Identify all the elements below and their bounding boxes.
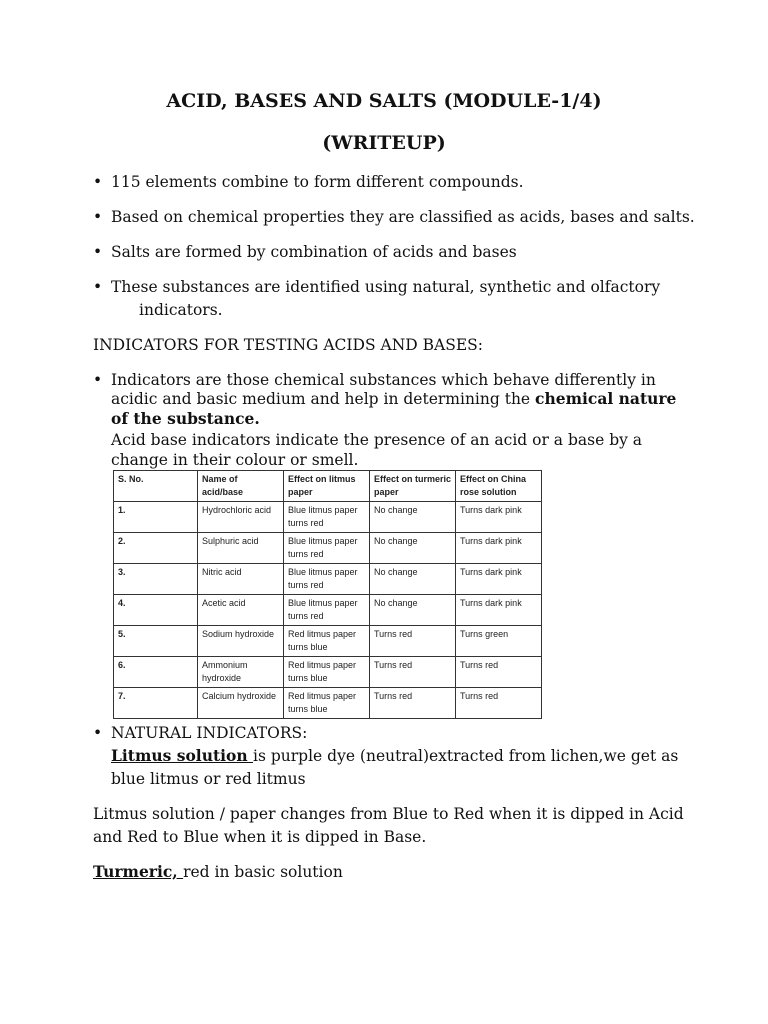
table-cell: Calcium hydroxide <box>198 688 284 719</box>
table-cell: 1. <box>114 502 198 533</box>
turmeric-label: Turmeric, <box>93 862 184 881</box>
table-cell: Turns red <box>456 657 542 688</box>
table-cell: Turns green <box>456 626 542 657</box>
bullet-line: Acid base indicators indicate the presence of an acid or a base by a <box>111 431 643 449</box>
bullet-dot: • <box>93 278 103 296</box>
bullet-text: Indicators are those chemical substances which behave differently in <box>111 371 656 389</box>
table-cell: Turns red <box>370 657 456 688</box>
paragraph-line: Litmus solution / paper changes from Blue to Red when it is dipped in Acid <box>93 805 684 823</box>
bullet-text: 115 elements combine to form different compounds. <box>111 173 524 191</box>
bullet-dot: • <box>93 173 103 191</box>
bullet-dot: • <box>93 208 103 226</box>
table-cell: No change <box>370 502 456 533</box>
litmus-line: blue litmus or red litmus <box>111 770 306 788</box>
table-cell: Turns dark pink <box>456 595 542 626</box>
table-row <box>114 502 542 533</box>
turmeric-line <box>93 861 343 883</box>
table-cell: Hydrochloric acid <box>198 502 284 533</box>
litmus-label: Litmus solution <box>111 746 254 765</box>
table-cell: Red litmus paper turns blue <box>284 626 370 657</box>
bullet-line <box>111 409 260 429</box>
table-cell: Nitric acid <box>198 564 284 595</box>
table-cell: Sulphuric acid <box>198 533 284 564</box>
table-cell: 7. <box>114 688 198 719</box>
table-cell: Ammonium hydroxide <box>198 657 284 688</box>
bold-text: of the substance. <box>111 409 260 428</box>
bullet-line: change in their colour or smell. <box>111 451 359 469</box>
table-cell: Blue litmus paper turns red <box>284 502 370 533</box>
paragraph-line: and Red to Blue when it is dipped in Base. <box>93 828 427 846</box>
table-cell: No change <box>370 595 456 626</box>
litmus-line <box>111 745 678 767</box>
indicator-table <box>113 470 542 719</box>
table-cell: No change <box>370 564 456 595</box>
table-row <box>114 533 542 564</box>
table-header-cell: S. No. <box>114 471 198 502</box>
bullet-continuation: indicators. <box>139 301 223 319</box>
table-cell: No change <box>370 533 456 564</box>
page-title: ACID, BASES AND SALTS (MODULE-1/4) <box>166 90 602 112</box>
bullet-dot: • <box>93 724 103 742</box>
bullet-dot: • <box>93 371 103 389</box>
text-run: acidic and basic medium and help in determining the <box>111 390 536 408</box>
table-cell: Red litmus paper turns blue <box>284 657 370 688</box>
text-run: is purple dye (neutral)extracted from lichen,we get as <box>253 747 679 765</box>
table-cell: 3. <box>114 564 198 595</box>
section-heading: INDICATORS FOR TESTING ACIDS AND BASES: <box>93 336 483 354</box>
table-header-row <box>114 471 542 502</box>
table-row <box>114 595 542 626</box>
bullet-text: Salts are formed by combination of acids and bases <box>111 243 517 261</box>
table-cell: 6. <box>114 657 198 688</box>
table-cell: 4. <box>114 595 198 626</box>
table-cell: Sodium hydroxide <box>198 626 284 657</box>
table-cell: Turns dark pink <box>456 533 542 564</box>
table-row <box>114 657 542 688</box>
table-cell: Turns red <box>456 688 542 719</box>
table-cell: Turns dark pink <box>456 564 542 595</box>
table-cell: Turns red <box>370 626 456 657</box>
bullet-text: Based on chemical properties they are classified as acids, bases and salts. <box>111 208 695 226</box>
table-cell: Acetic acid <box>198 595 284 626</box>
table-cell: Blue litmus paper turns red <box>284 533 370 564</box>
table-cell: Blue litmus paper turns red <box>284 564 370 595</box>
table-cell: Turns dark pink <box>456 502 542 533</box>
table-header-cell: Effect on litmus paper <box>284 471 370 502</box>
table-header-cell: Effect on China rose solution <box>456 471 542 502</box>
bold-text: chemical nature <box>535 389 677 408</box>
table-cell: Blue litmus paper turns red <box>284 595 370 626</box>
page-subtitle: (WRITEUP) <box>322 132 446 154</box>
bullet-dot: • <box>93 243 103 261</box>
bullet-line <box>111 389 676 409</box>
table-cell: Red litmus paper turns blue <box>284 688 370 719</box>
table-row <box>114 564 542 595</box>
table-row <box>114 626 542 657</box>
table-cell: 2. <box>114 533 198 564</box>
table-cell: 5. <box>114 626 198 657</box>
bullet-text: These substances are identified using natural, synthetic and olfactory <box>111 278 661 296</box>
table-header-cell: Effect on turmeric paper <box>370 471 456 502</box>
bullet-text: NATURAL INDICATORS: <box>111 724 308 742</box>
table-row <box>114 688 542 719</box>
table-header-cell: Name of acid/base <box>198 471 284 502</box>
table-cell: Turns red <box>370 688 456 719</box>
text-run: red in basic solution <box>183 863 343 881</box>
